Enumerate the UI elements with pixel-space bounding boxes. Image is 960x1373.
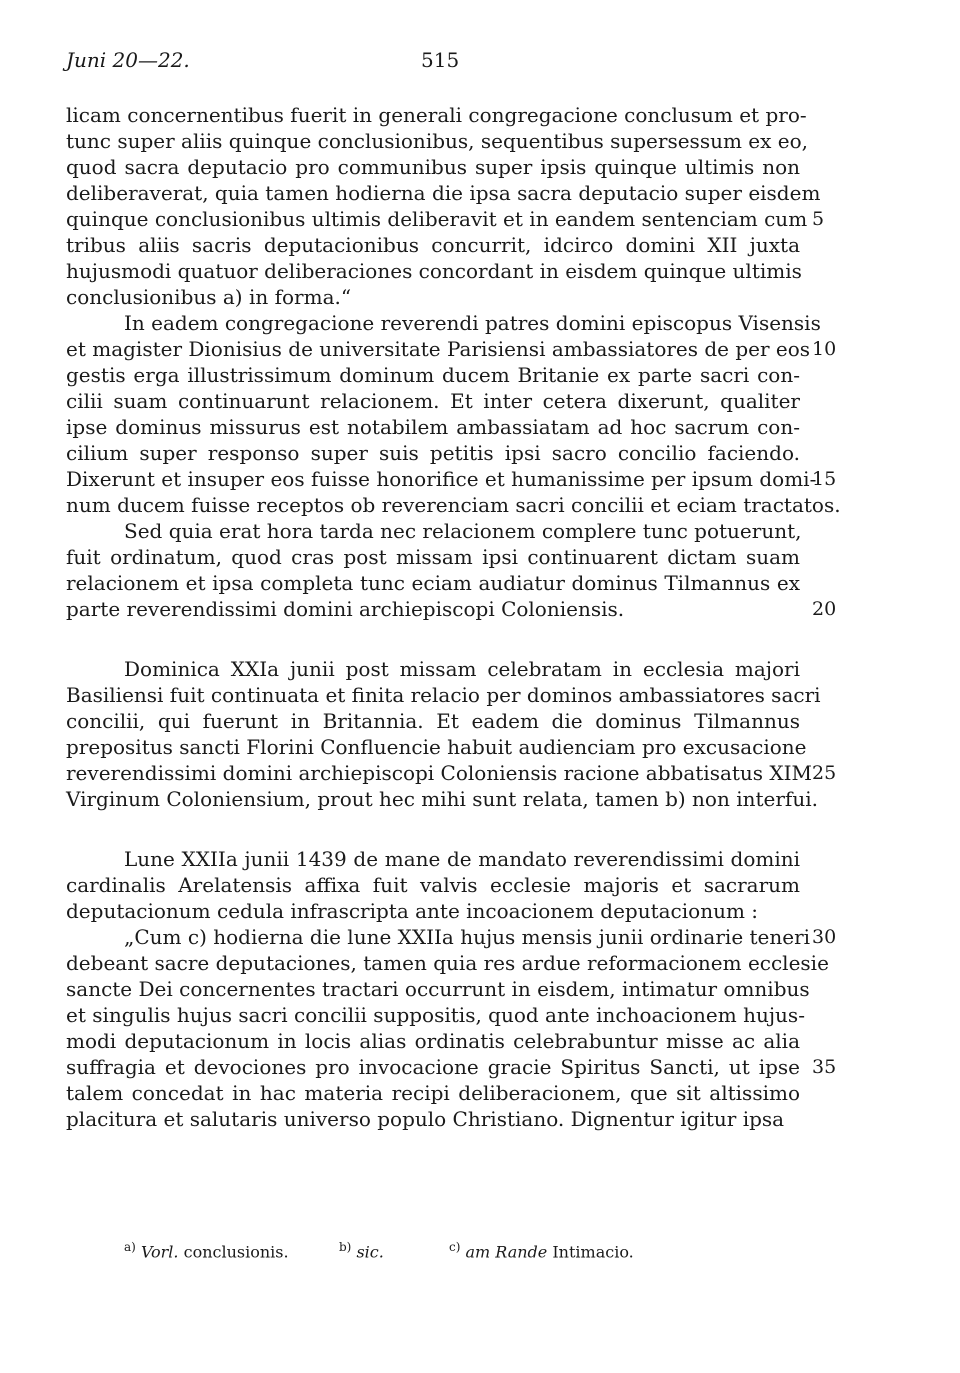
footnote-mark: c): [449, 1240, 461, 1254]
text-line: gestis erga illustrissimum dominum ducem Britanie ex parte sacri con-: [66, 363, 800, 387]
text-line: licam concernentibus fuerit in generali congregacione conclusum et pro-: [66, 103, 807, 127]
line-number: 30: [812, 926, 837, 948]
text-line: cardinalis Arelatensis affixa fuit valvis ecclesie majoris et sacrarum: [66, 873, 800, 897]
text-line: num ducem fuisse receptos ob reverenciam sacri concilii et eciam tractatos.: [66, 493, 841, 517]
page-number: 515: [421, 48, 460, 72]
text-line: et singulis hujus sacri concilii suppositis, quod ante inchoacionem hujus-: [66, 1003, 805, 1027]
text-line: quinque conclusionibus ultimis deliberavit et in eandem sentenciam cum: [66, 207, 808, 231]
footnote-text: sic.: [356, 1242, 384, 1262]
line-number: 20: [812, 598, 837, 620]
text-line: quod sacra deputacio pro communibus super ipsis quinque ultimis non: [66, 155, 800, 179]
text-line: ipse dominus missurus est notabilem ambassiatam ad hoc sacrum con-: [66, 415, 800, 439]
text-line: sancte Dei concernentes tractari occurrunt in eisdem, intimatur omnibus: [66, 977, 810, 1001]
footnote-text: am Rande: [465, 1242, 548, 1262]
text-line: Sed quia erat hora tarda nec relacionem complere tunc potuerunt,: [124, 519, 802, 543]
footnote-c: [449, 1240, 634, 1261]
text-line: Lune XXIIa junii 1439 de mane de mandato reverendissimi domini: [124, 847, 800, 871]
text-line: prepositus sancti Florini Confluencie habuit audienciam pro excusacione: [66, 735, 807, 759]
text-line: In eadem congregacione reverendi patres domini episcopus Visensis: [124, 311, 821, 335]
page-header: [66, 48, 806, 78]
running-head: Juni 20—22.: [66, 48, 190, 72]
line-number: 35: [812, 1056, 837, 1078]
text-line: debeant sacre deputaciones, tamen quia res ardue reformacionem ecclesie: [66, 951, 829, 975]
text-line: modi deputacionum in locis alias ordinatis celebrabuntur misse ac alia: [66, 1029, 800, 1053]
text-line: reverendissimi domini archiepiscopi Coloniensis racione abbatisatus XIM: [66, 761, 813, 785]
footnote-mark: b): [339, 1240, 352, 1254]
footnote-text: Intimacio.: [552, 1242, 634, 1262]
text-line: concilii, qui fuerunt in Britannia. Et eadem die dominus Tilmannus: [66, 709, 800, 733]
line-number: 5: [812, 208, 825, 230]
text-line: tribus aliis sacris deputacionibus concurrit, idcirco domini XII juxta: [66, 233, 800, 257]
text-line: Virginum Coloniensium, prout hec mihi sunt relata, tamen b) non interfui.: [66, 787, 818, 811]
text-line: Dixerunt et insuper eos fuisse honorifice et humanissime per ipsum domi-: [66, 467, 817, 491]
line-number: 25: [812, 762, 837, 784]
text-line: fuit ordinatum, quod cras post missam ipsi continuarent dictam suam: [66, 545, 800, 569]
text-line: „Cum c) hodierna die lune XXIIa hujus mensis junii ordinarie teneri: [124, 925, 811, 949]
line-number: 15: [812, 468, 837, 490]
text-line: conclusionibus a) in forma.“: [66, 285, 352, 309]
text-line: cilii suam continuarunt relacionem. Et inter cetera dixerunt, qualiter: [66, 389, 800, 413]
text-line: Dominica XXIa junii post missam celebratam in ecclesia majori: [124, 657, 800, 681]
footnote-mark: a): [124, 1240, 136, 1254]
text-line: hujusmodi quatuor deliberaciones concordant in eisdem quinque ultimis: [66, 259, 802, 283]
text-line: talem concedat in hac materia recipi deliberacionem, que sit altissimo: [66, 1081, 800, 1105]
text-line: cilium super responso super suis petitis ipsi sacro concilio faciendo.: [66, 441, 800, 465]
text-line: tunc super aliis quinque conclusionibus, sequentibus supersessum ex eo,: [66, 129, 808, 153]
text-line: parte reverendissimi domini archiepiscopi Coloniensis.: [66, 597, 625, 621]
footnote-a: [124, 1240, 289, 1261]
text-line: placitura et salutaris universo populo Christiano. Dignentur igitur ipsa: [66, 1107, 785, 1131]
text-line: suffragia et devociones pro invocacione gracie Spiritus Sancti, ut ipse: [66, 1055, 800, 1079]
text-line: deliberaverat, quia tamen hodierna die ipsa sacra deputacio super eisdem: [66, 181, 821, 205]
footnote-text: Vorl.: [140, 1242, 179, 1262]
text-line: et magister Dionisius de universitate Parisiensi ambassiatores de per eos: [66, 337, 811, 361]
text-line: Basiliensi fuit continuata et finita relacio per dominos ambassiatores sacri: [66, 683, 821, 707]
footnote-text: conclusionis.: [183, 1242, 289, 1262]
line-number: 10: [812, 338, 837, 360]
text-line: deputacionum cedula infrascripta ante incoacionem deputacionum :: [66, 899, 759, 923]
footnote-b: [339, 1240, 384, 1261]
text-line: relacionem et ipsa completa tunc eciam audiatur dominus Tilmannus ex: [66, 571, 800, 595]
